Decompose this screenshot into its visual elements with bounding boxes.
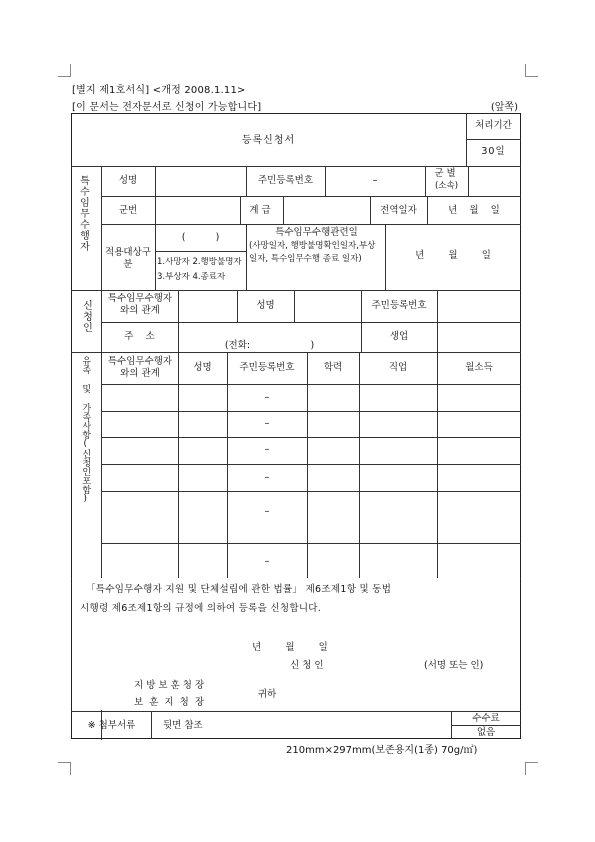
applicant-phone-field[interactable]: (전화: ) — [224, 340, 315, 351]
form-number: [별지 제1호서식] <개정 2008.1.11> — [72, 85, 246, 96]
processing-period-label: 처리기간 — [475, 120, 512, 131]
form-title: 등록신청서 — [241, 135, 296, 146]
family-row-rrn-dash: – — [264, 556, 270, 567]
fee-label: 수수료 — [472, 713, 500, 724]
name-field[interactable] — [155, 167, 246, 195]
category-label: 적용대상구분 — [105, 247, 151, 270]
branch-field[interactable] — [468, 167, 520, 195]
applicant-rrn-label: 주민등록번호 — [371, 300, 427, 311]
related-date-description: (사망일자, 행방불명확인일자,부상일자, 특수임무수행 종료 일자) — [249, 241, 376, 264]
applicant-rrn-field[interactable] — [437, 291, 521, 321]
paper-spec: 210mm×297mm(보존용지(1종) 70g/㎡) — [286, 745, 478, 756]
applicant-occupation-field[interactable] — [437, 323, 521, 351]
applicant-address-label: 주 소 — [124, 331, 155, 342]
family-row-rrn-dash: – — [264, 444, 270, 455]
applicant-relation-label: 특수임무수행자와의 관계 — [107, 293, 173, 316]
rrn-field[interactable]: – — [372, 175, 378, 186]
processing-period-value: 30일 — [481, 146, 506, 157]
family-header-education: 학력 — [323, 362, 343, 373]
family-header-name: 성명 — [193, 362, 212, 373]
declaration-text-2: 시행령 제6조제1항의 규정에 의하여 등록을 신청합니다. — [80, 603, 322, 614]
crop-mark-bottom-right — [525, 762, 538, 775]
family-row-rrn-dash: – — [264, 506, 270, 517]
applicant-name-label: 성명 — [256, 300, 275, 311]
discharge-date-field[interactable]: 년 월 일 — [448, 205, 500, 216]
recipient-regional-office: 지 방 보 훈 청 장 — [134, 680, 205, 691]
applicant-name-field[interactable] — [294, 291, 361, 321]
category-select[interactable]: ( ) — [181, 232, 220, 243]
service-number-field[interactable] — [155, 197, 240, 223]
crop-mark-bottom-left — [58, 762, 71, 775]
attachments-label: ※ 첨부서류 — [87, 720, 136, 731]
name-label: 성명 — [118, 175, 138, 186]
family-header-relation: 특수임무수행자와의 관계 — [107, 356, 173, 379]
branch-sub-label: (소속) — [434, 181, 459, 191]
declaration-applicant-label: 신 청 인 — [290, 660, 324, 671]
related-date-title: 특수임무수행관련일 — [275, 227, 358, 238]
declaration-text-1: 「특수임무수행자 지원 및 단체설립에 관한 법률」 제6조제1항 및 동법 — [86, 584, 392, 595]
family-header-income: 월소득 — [465, 362, 493, 373]
section-label-mission-performer: 특수임무수행자 — [77, 175, 89, 252]
family-header-job: 직업 — [388, 362, 408, 373]
rrn-label: 주민등록번호 — [257, 175, 314, 186]
recipient-suffix: 귀하 — [258, 689, 277, 700]
service-number-label: 군번 — [118, 205, 138, 216]
rank-label: 계급 — [249, 205, 274, 216]
family-row-rrn-dash: – — [264, 418, 270, 429]
related-date-field[interactable]: 년 월 일 — [415, 250, 491, 261]
category-options-line-2: 3.부상자 4.종료자 — [157, 272, 226, 282]
rank-field[interactable] — [283, 197, 370, 223]
attachments-value: 뒷면 참조 — [163, 720, 203, 731]
declaration-date[interactable]: 년 월 일 — [252, 642, 328, 653]
category-options-line-1: 1.사망자 2.행방불명자 — [157, 257, 242, 267]
page-side-label: (앞쪽) — [490, 102, 518, 113]
crop-mark-top-left — [58, 64, 71, 77]
applicant-relation-field[interactable] — [178, 291, 237, 321]
applicant-occupation-label: 생업 — [389, 331, 409, 342]
recipient-branch-office: 보 훈 지 청 장 — [134, 697, 205, 708]
family-row-rrn-dash: – — [264, 392, 270, 403]
family-header-rrn: 주민등록번호 — [239, 362, 295, 373]
section-label-family: 유족 및 가족사항(신청인포함) — [80, 356, 91, 504]
branch-label: 군별 — [434, 168, 459, 179]
family-row-rrn-dash: – — [264, 472, 270, 483]
fee-value: 없음 — [476, 727, 496, 738]
section-label-applicant: 신청인 — [80, 300, 92, 333]
declaration-sign-label[interactable]: (서명 또는 인) — [424, 660, 484, 671]
discharge-date-label: 전역일자 — [380, 205, 417, 216]
electronic-note: [이 문서는 전자문서로 신청이 가능합니다] — [72, 102, 262, 113]
crop-mark-top-right — [525, 64, 538, 77]
